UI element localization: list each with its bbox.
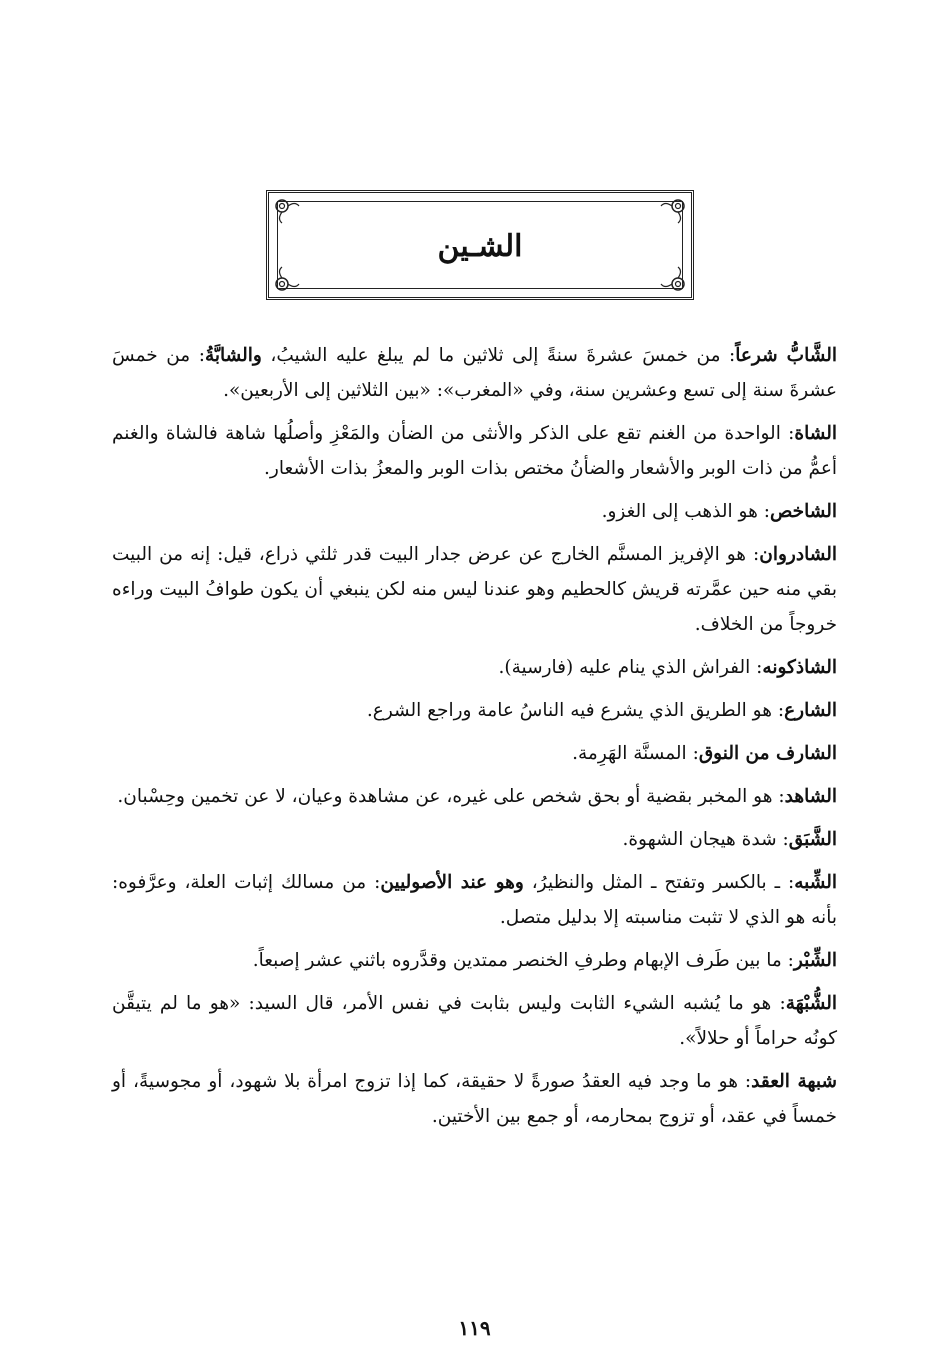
entry-term: الشادروان [759, 544, 837, 565]
corner-ornament-icon [271, 195, 301, 225]
entry [112, 822, 837, 857]
entry-text: : هو المخبر بقضية أو بحق شخص على غيره، عن مشاهدة وعيان، لا عن تخمين وحِسْبان. [117, 786, 785, 807]
dictionary-entries [112, 338, 837, 1142]
entry-term: الشَّبَق [788, 829, 837, 850]
entry-term: وهو عند الأصوليين [380, 872, 524, 893]
entry-term: الشاة [794, 423, 837, 444]
entry-text: : من مسالك إثبات العلة، وعرَّفوه: بأنه هو الذي لا تثبت مناسبته إلا بدليل متصل. [112, 872, 837, 928]
entry [112, 779, 837, 814]
entry-text: : هو ما وجد فيه العقدُ صورةً لا حقيقة، كما إذا تزوج امرأة بلا شهود، أو مجوسيةً، أو خمساً في عقد، أو تزوج بمحارمه، أو جمع بين الأختين. [112, 1071, 837, 1127]
entry-text: : هو الذهب إلى الغزو. [601, 501, 770, 522]
entry-term: الشِّبْر [793, 950, 837, 971]
entry-term: الشارف من النوق [698, 743, 837, 764]
entry [112, 736, 837, 771]
entry [112, 416, 837, 486]
entry-term: الشُّبْهَة [785, 993, 837, 1014]
chapter-heading: الشـين [437, 229, 523, 264]
entry-term: الشاهد [784, 786, 837, 807]
entry [112, 338, 837, 408]
entry-text: : ما بين طَرف الإبهام وطرفِ الخنصر ممتدين وقدَّروه باثني عشر إصبعاً. [252, 950, 794, 971]
entry-text: : المسنَّة الهَرِمة. [572, 743, 699, 764]
entry-term: الشِّبه [794, 872, 837, 893]
entry-text: : هو الإفريز المسنَّم الخارج عن عرض جدار البيت قدر ثلثي ذراع، قيل: إنه من البيت بقي منه حين عمَّرته قريش كالحطيم وهو عندنا ليس منه لكن ينبغي أن يكون طوافُ البيت وراءه خروجاً من الخلاف. [112, 544, 837, 635]
entry-term: الشارع [784, 700, 837, 721]
entry [112, 494, 837, 529]
entry-term: الشاخص [769, 501, 837, 522]
entry-term: الشاذكونه [762, 657, 837, 678]
entry-term: شبهة العقد [751, 1071, 837, 1092]
entry-text: : من خمسَ عشرةَ سنة إلى تسع وعشرين سنة، وفي «المغرب»: «بين الثلاثين إلى الأربعين». [112, 345, 837, 401]
entry-text: : شدة هيجان الشهوة. [622, 829, 789, 850]
entry-text: : الفراش الذي ينام عليه (فارسية). [498, 657, 763, 678]
entry-text: : ـ بالكسر وتفتح ـ المثل والنظيرُ، [523, 872, 795, 893]
entry [112, 865, 837, 935]
entry [112, 1064, 837, 1134]
entry [112, 693, 837, 728]
entry-text: : هو الطريق الذي يشرع فيه الناسُ عامة وراجع الشرع. [366, 700, 785, 721]
entry [112, 650, 837, 685]
entry-text: : الواحدة من الغنم تقع على الذكر والأنثى من الضأن والمَعْزِ وأصلُها شاهة فالشاة والغنم أعمُّ من ذات الوبر والأشعار والضأنُ مختص بذات الوبر والمعزُ بذات الأشعار. [112, 423, 837, 479]
entry-text: : من خمسَ عشرةَ سنةً إلى ثلاثين ما لم يبلغ عليه الشيبُ، [261, 345, 736, 366]
page-number: ١١٩ [458, 1316, 491, 1340]
entry [112, 986, 837, 1056]
entry-term: الشَّابُّ شرعاً [735, 345, 837, 366]
entry-text: : هو ما يُشبه الشيء الثابت وليس بثابت في نفس الأمر، قال السيد: «هو ما لم يتيقَّن كونُه حراماً أو حلالاً». [112, 993, 837, 1049]
entry [112, 943, 837, 978]
corner-ornament-icon [271, 265, 301, 295]
entry-term: والشابَّةُ [204, 345, 262, 366]
entry [112, 537, 837, 642]
corner-ornament-icon [659, 195, 689, 225]
chapter-heading-frame [266, 190, 694, 300]
corner-ornament-icon [659, 265, 689, 295]
